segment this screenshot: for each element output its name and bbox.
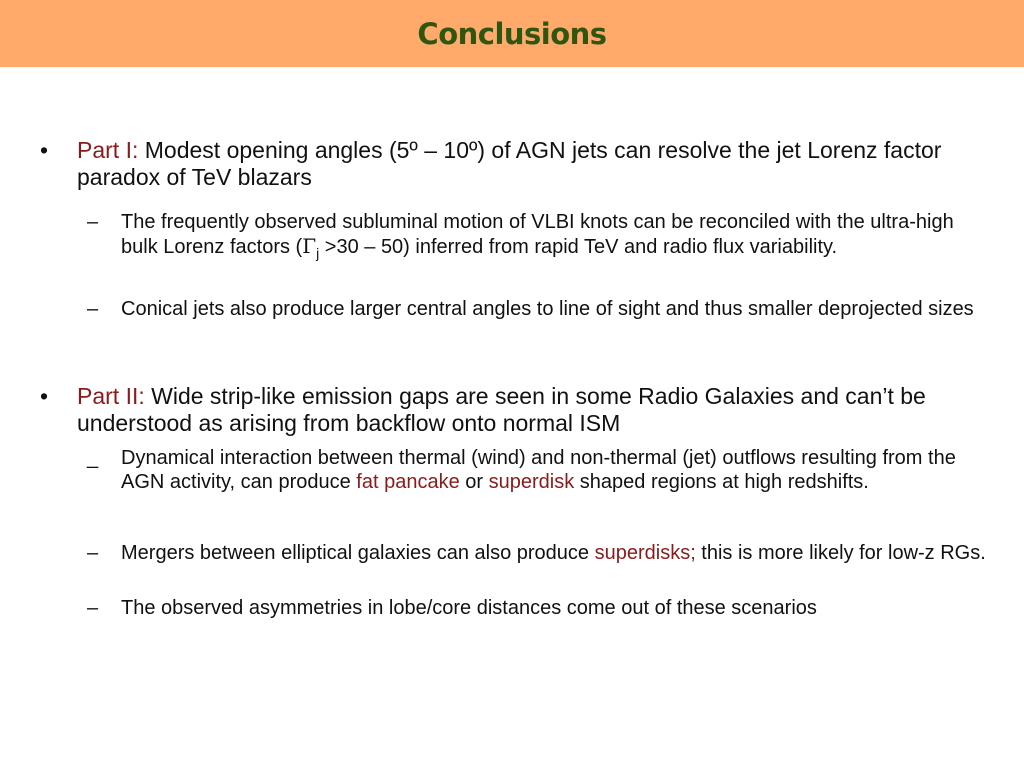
dash-mark: – — [87, 597, 99, 619]
superdisks-highlight: superdisks; — [594, 542, 696, 564]
dash-mark: – — [87, 542, 99, 564]
sub-2-2-text-before: Mergers between elliptical galaxies can also produce — [121, 542, 595, 564]
part-1-label: Part I: — [77, 137, 139, 163]
underscore-mark: _ — [87, 447, 99, 469]
sub-bullet-2-2 — [87, 541, 991, 565]
sub-2-1-text-before: Dynamical interaction between thermal (wind) and non-thermal (jet) outflows resulting from the AGN activity, can produce — [121, 447, 956, 493]
dash-mark: – — [87, 211, 99, 233]
sub-bullet-2-1 — [87, 446, 991, 494]
bullet-part-1 — [40, 137, 997, 191]
sub-bullet-2-3 — [87, 596, 991, 620]
bullet-mark: • — [40, 137, 49, 163]
sub-2-3-text: The observed asymmetries in lobe/core distances come out of these scenarios — [121, 597, 817, 619]
bullet-mark: • — [40, 383, 49, 409]
sub-bullet-1-2 — [87, 297, 991, 321]
dash-mark: – — [87, 298, 99, 320]
sub-bullet-1-1 — [87, 210, 991, 261]
fat-pancake-highlight: fat pancake — [356, 471, 460, 493]
gamma-symbol: Γ — [302, 234, 317, 258]
sub-1-1-text-before: The frequently observed subluminal motion of VLBI knots can be reconciled with the ultra-high bulk Lorenz factors ( — [121, 211, 954, 258]
sub-2-1-text-mid: or — [459, 471, 489, 493]
part-2-label: Part II: — [77, 383, 145, 409]
superdisk-highlight: superdisk — [488, 471, 575, 493]
sub-2-1-text-after: shaped regions at high redshifts. — [574, 471, 869, 493]
gamma-subscript: j — [316, 245, 320, 261]
sub-2-2-text-after: this is more likely for low-z RGs. — [695, 542, 986, 564]
slide-title: Conclusions — [417, 16, 607, 51]
part-1-text: Modest opening angles (5º – 10º) of AGN jets can resolve the jet Lorenz factor paradox of TeV blazars — [77, 137, 942, 190]
sub-1-2-text: Conical jets also produce larger central angles to line of sight and thus smaller deprojected sizes — [121, 298, 974, 320]
sub-1-1-text-after: >30 – 50) inferred from rapid TeV and radio flux variability. — [319, 236, 838, 258]
bullet-part-2 — [40, 383, 997, 437]
part-2-text: Wide strip-like emission gaps are seen in some Radio Galaxies and can’t be understood as arising from backflow onto normal ISM — [77, 383, 926, 436]
